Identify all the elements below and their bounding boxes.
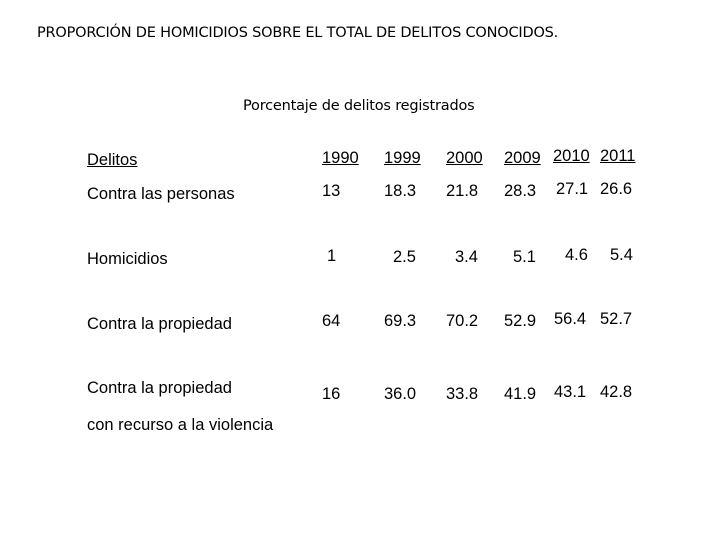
row-label: Contra la propiedad — [87, 315, 232, 333]
cell-value: 41.9 — [504, 385, 537, 403]
cell-value: 33.8 — [446, 385, 479, 403]
header-year-1990: 1990 — [322, 149, 359, 167]
cell-value: 52.7 — [600, 310, 633, 328]
cell-value: 16 — [322, 385, 341, 403]
cell-value: 43.1 — [554, 383, 587, 401]
cell-value: 42.8 — [600, 383, 633, 401]
header-year-2009: 2009 — [504, 149, 541, 167]
page-title: PROPORCIÓN DE HOMICIDIOS SOBRE EL TOTAL DE DELITOS CONOCIDOS. — [37, 25, 559, 41]
cell-value: 70.2 — [446, 312, 479, 330]
cell-value: 3.4 — [455, 248, 478, 266]
row-label: Contra la propiedad — [87, 379, 232, 397]
cell-value: 18.3 — [384, 182, 417, 200]
cell-value: 28.3 — [504, 182, 537, 200]
cell-value: 36.0 — [384, 385, 417, 403]
header-year-2011: 2011 — [600, 147, 636, 165]
cell-value: 26.6 — [600, 180, 633, 198]
header-year-2000: 2000 — [446, 149, 483, 167]
header-year-2010: 2010 — [553, 147, 590, 165]
row-label: Contra las personas — [87, 185, 235, 203]
cell-value: 1 — [327, 247, 337, 265]
cell-value: 52.9 — [504, 312, 537, 330]
cell-value: 64 — [322, 312, 341, 330]
cell-value: 2.5 — [393, 248, 416, 266]
cell-value: 69.3 — [384, 312, 417, 330]
cell-value: 5.4 — [610, 246, 633, 264]
cell-value: 27.1 — [556, 180, 589, 198]
table-subtitle: Porcentaje de delitos registrados — [243, 98, 475, 114]
cell-value: 13 — [322, 182, 341, 200]
cell-value: 4.6 — [565, 246, 588, 264]
cell-value: 21.8 — [446, 182, 479, 200]
row-label: Homicidios — [87, 250, 168, 268]
cell-value: 56.4 — [554, 310, 587, 328]
row-label-continuation: con recurso a la violencia — [87, 416, 274, 434]
header-year-1999: 1999 — [384, 149, 421, 167]
header-delitos: Delitos — [87, 151, 138, 169]
cell-value: 5.1 — [513, 248, 536, 266]
